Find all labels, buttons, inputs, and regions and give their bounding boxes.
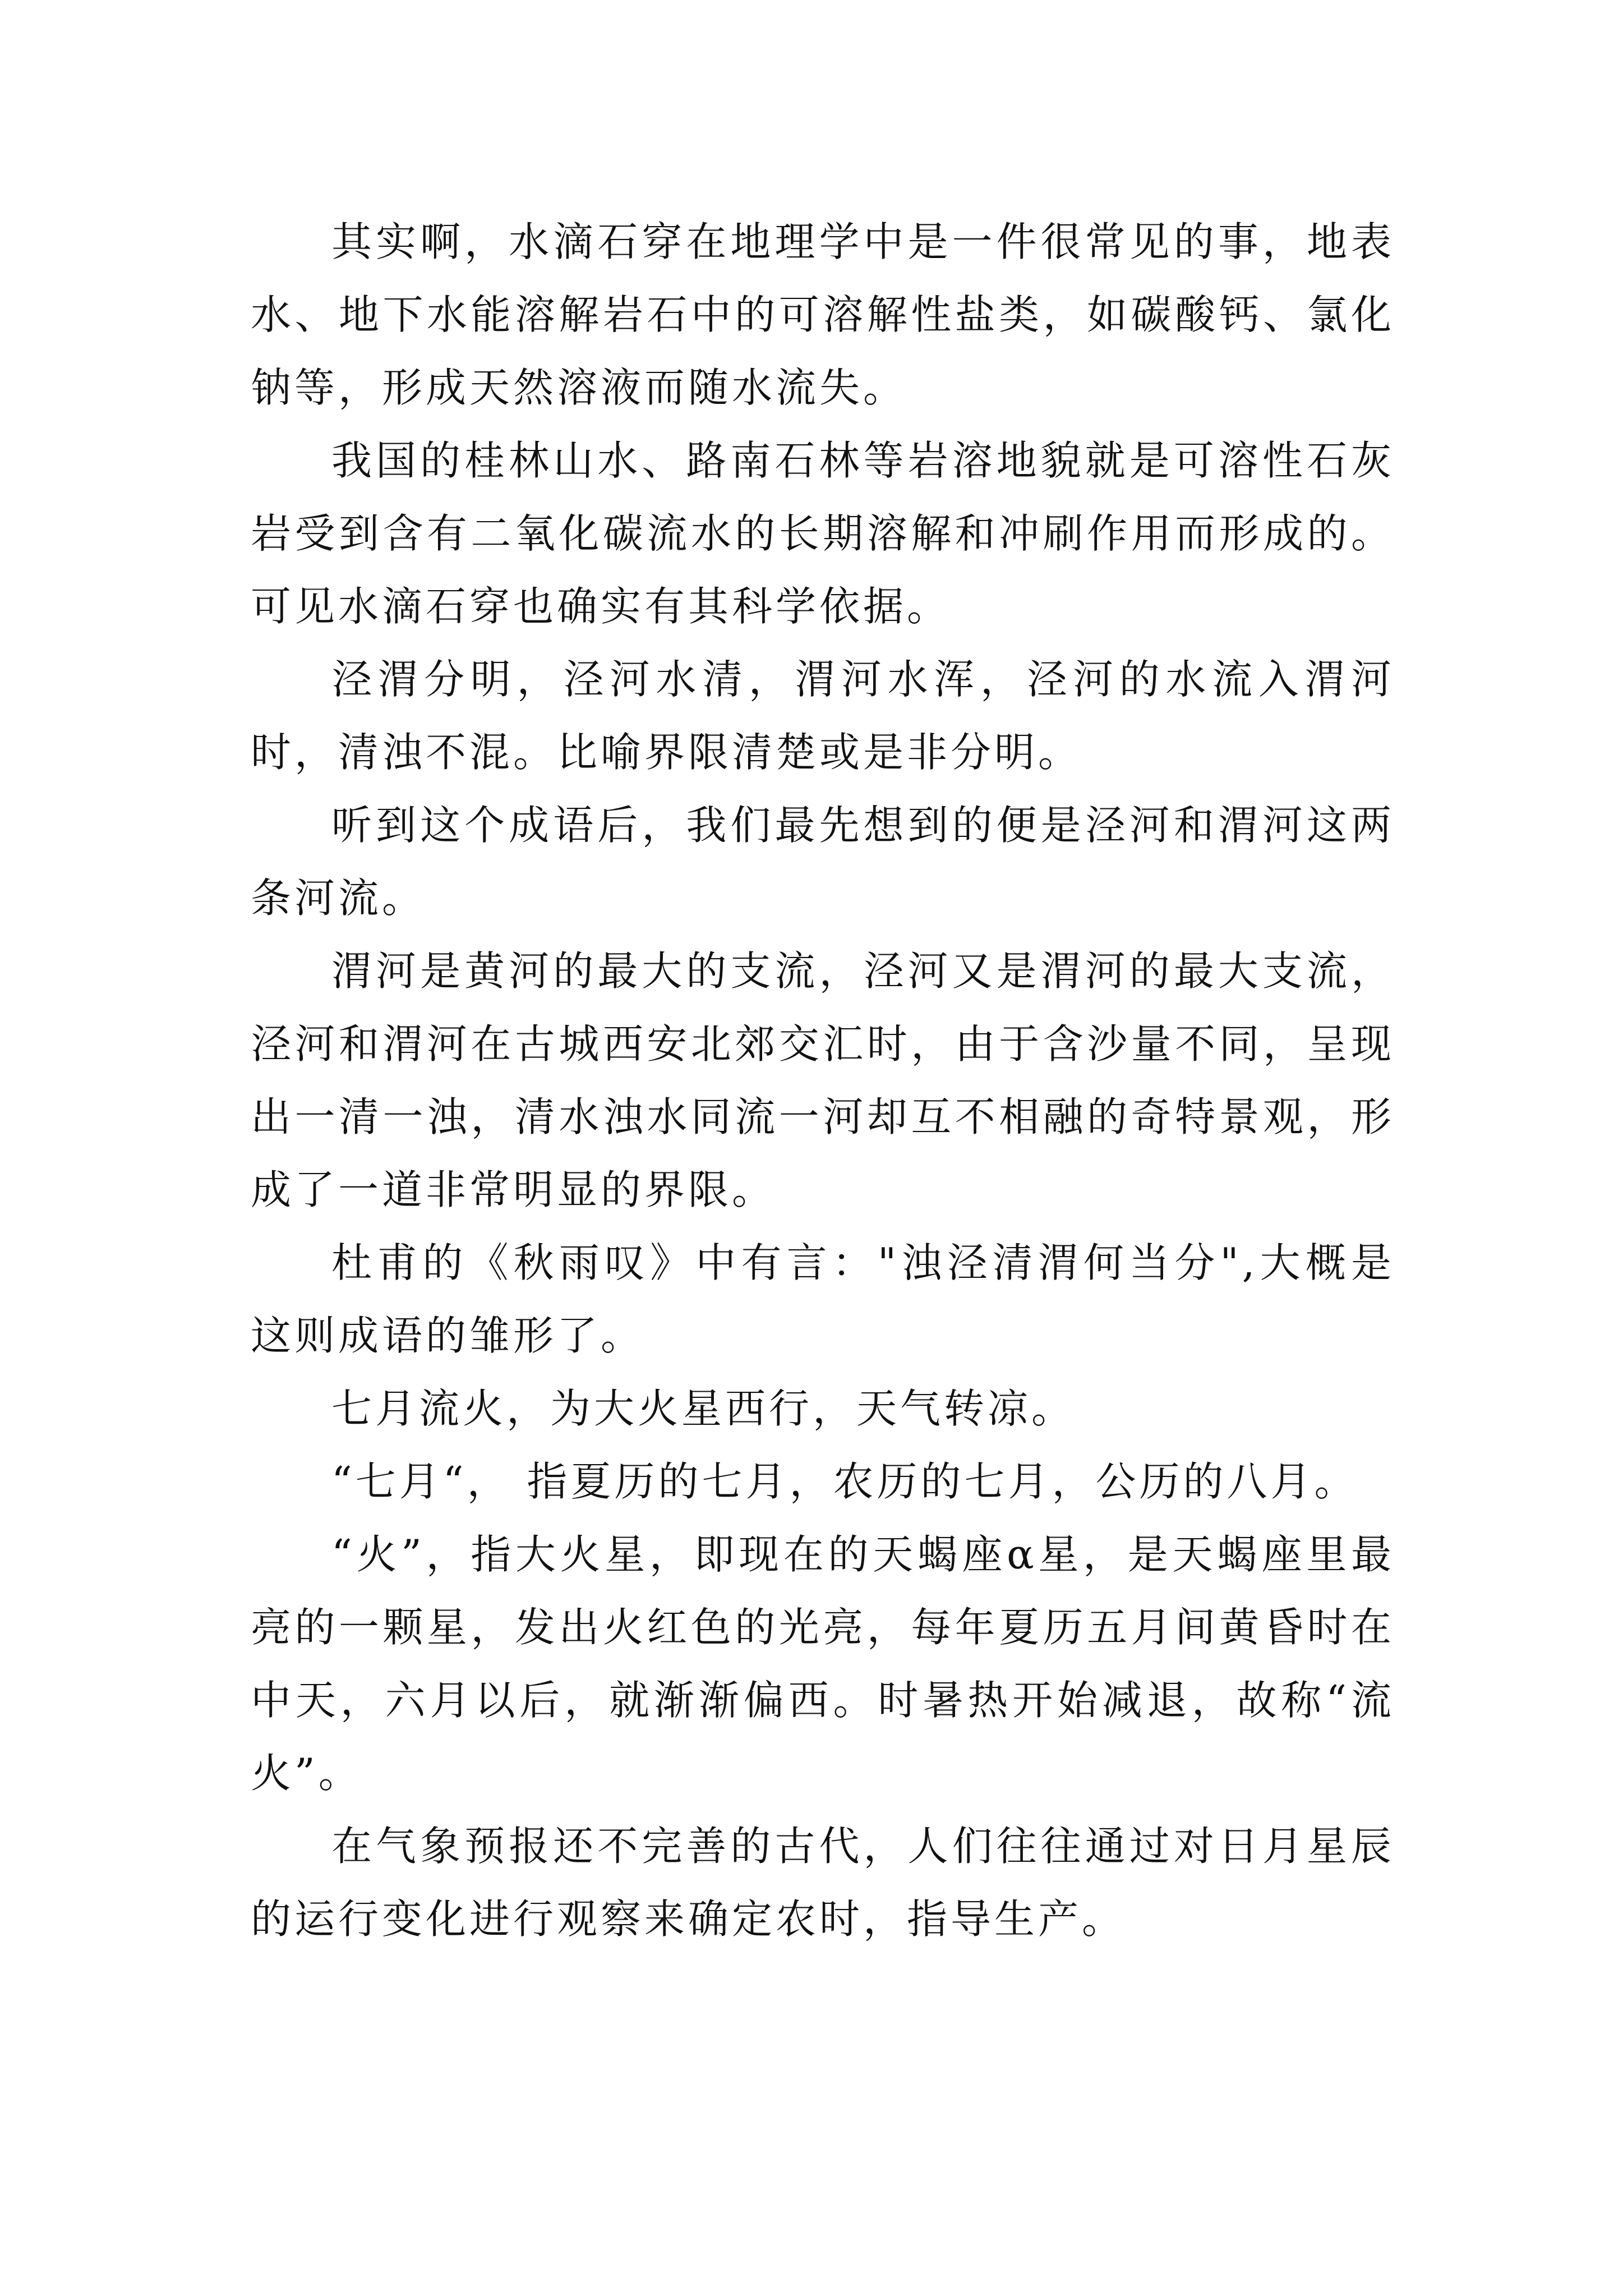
paragraph-fire-star: “火”，指大火星，即现在的天蝎座α星，是天蝎座里最亮的一颗星，发出火红色的光亮，每年夏历五月间黄昏时在中天，六月以后，就渐渐偏西。时暑热开始减退，故称“流火”。 [251,1531,1395,1797]
paragraph-july-fire: 七月流火，为大火星西行，天气转凉。 [331,1385,1076,1432]
paragraph-jingwei-idiom: 泾渭分明，泾河水清，渭河水浑，泾河的水流入渭河时，清浊不混。比喻界限清楚或是非分明。 [251,656,1395,776]
paragraph-du-fu-poem: 杜甫的《秋雨叹》中有言："浊泾清渭何当分",大概是这则成语的雏形了。 [251,1239,1395,1359]
paragraph-water-erosion: 其实啊，水滴石穿在地理学中是一件很常见的事，地表水、地下水能溶解岩石中的可溶解性盐类，如碳酸钙、氯化钠等，形成天然溶液而随水流失。 [251,218,1395,411]
paragraph-ancient-farming: 在气象预报还不完善的古代，人们往往通过对日月星辰的运行变化进行观察来确定农时，指导生产。 [251,1823,1395,1943]
paragraph-two-rivers: 听到这个成语后，我们最先想到的便是泾河和渭河这两条河流。 [251,802,1395,922]
body-text [251,205,1395,1955]
paragraph-river-confluence: 渭河是黄河的最大的支流，泾河又是渭河的最大支流，泾河和渭河在古城西安北郊交汇时，由于含沙量不同，呈现出一清一浊，清水浊水同流一河却互不相融的奇特景观，形成了一道非常明显的界限。 [251,947,1395,1213]
paragraph-karst-landform: 我国的桂林山水、路南石林等岩溶地貌就是可溶性石灰岩受到含有二氧化碳流水的长期溶解和冲刷作用而形成的。可见水滴石穿也确实有其科学依据。 [251,437,1395,630]
paragraph-july-definition: “七月“， 指夏历的七月，农历的七月，公历的八月。 [331,1458,1358,1505]
